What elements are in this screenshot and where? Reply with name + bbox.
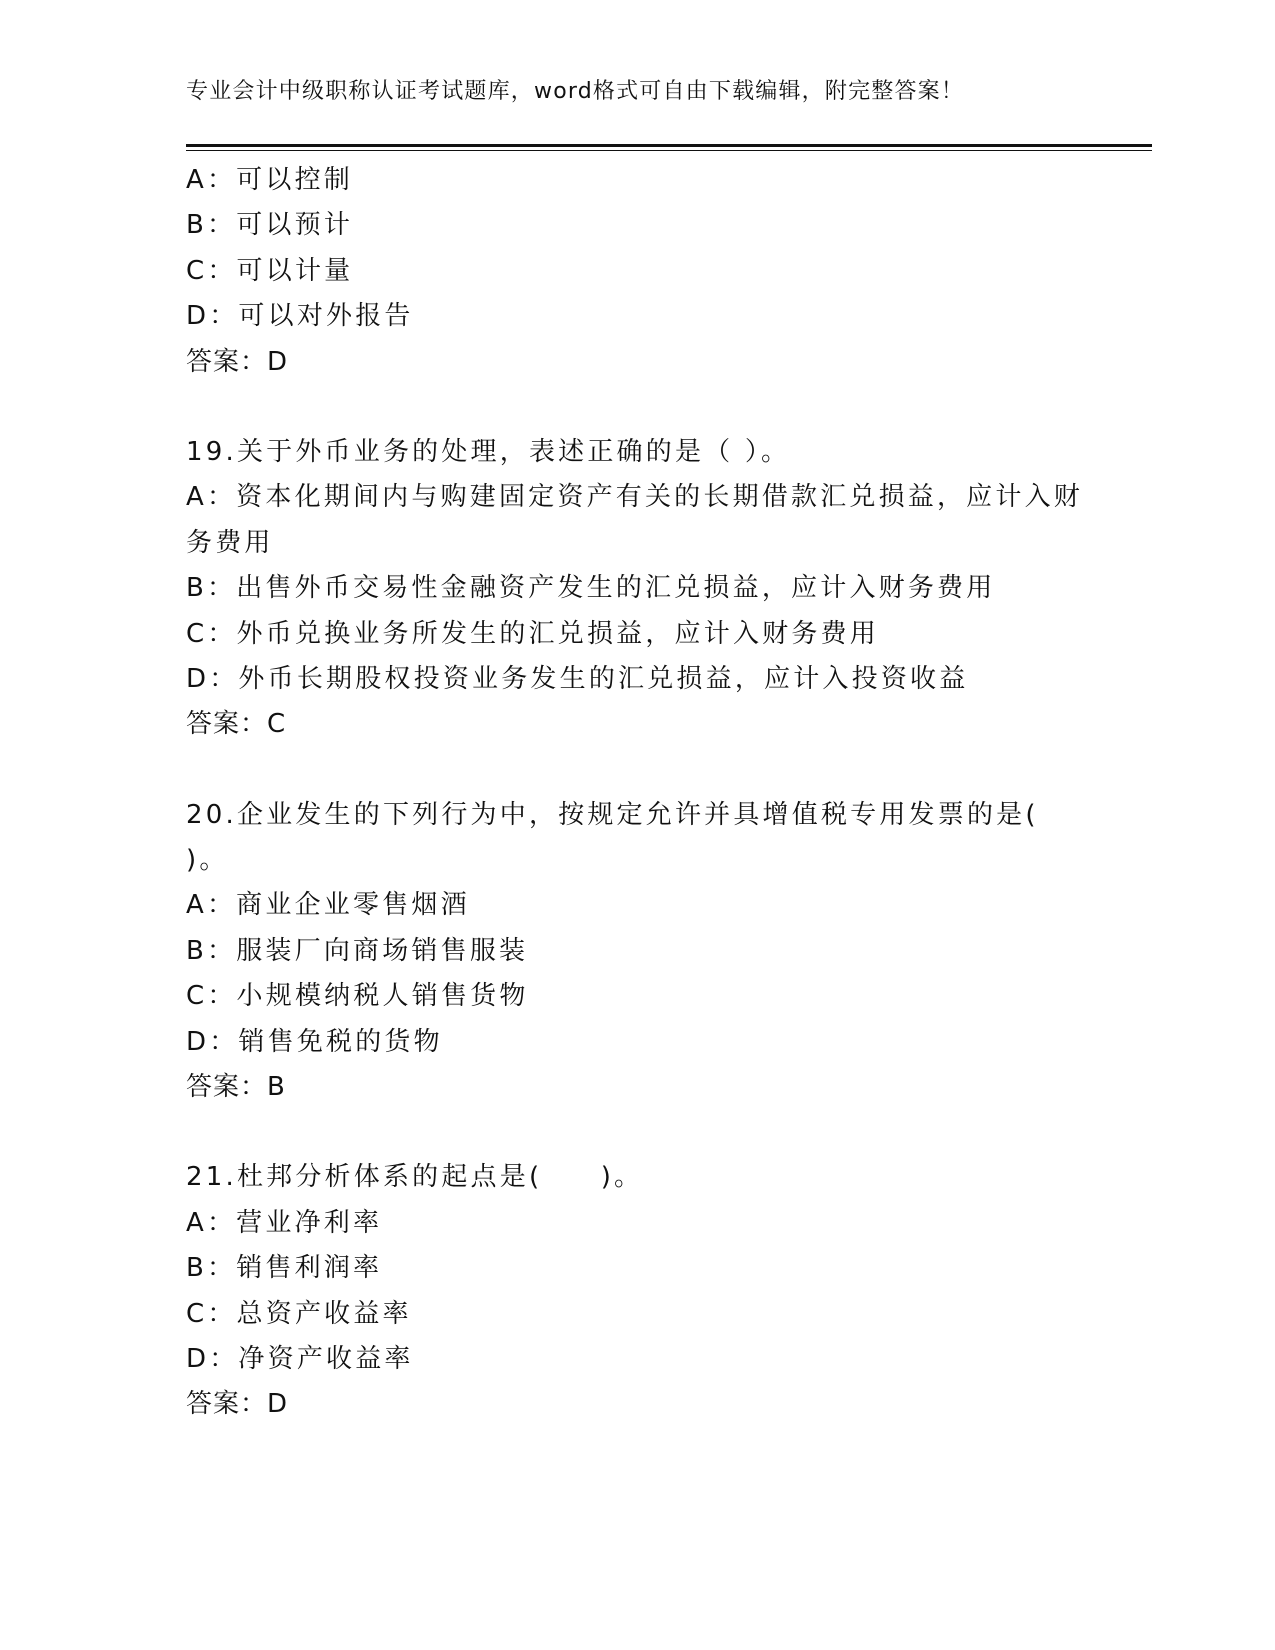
option-a: A：资本化期间内与购建固定资产有关的长期借款汇兑损益，应计入财	[186, 482, 1083, 513]
option-c: C：可以计量	[186, 255, 354, 286]
question-stem: 21.杜邦分析体系的起点是( )。	[186, 1162, 644, 1193]
option-d: D：销售免税的货物	[186, 1026, 443, 1057]
page-header: 专业会计中级职称认证考试题库，word格式可自由下载编辑，附完整答案！	[186, 79, 965, 104]
option-c: C：总资产收益率	[186, 1298, 412, 1329]
question-stem: 19.关于外币业务的处理，表述正确的是（ ）。	[186, 436, 791, 467]
question-content	[186, 158, 1086, 1428]
option-a: A：商业企业零售烟酒	[186, 890, 470, 921]
spacer	[186, 385, 1086, 430]
question-18	[186, 158, 1086, 385]
spacer	[186, 1110, 1086, 1155]
option-b: B：服装厂向商场销售服装	[186, 935, 529, 966]
question-21	[186, 1155, 1086, 1427]
option-d: D：净资产收益率	[186, 1343, 414, 1374]
header-rule-thick	[186, 144, 1152, 147]
option-b: B：可以预计	[186, 210, 354, 241]
option-c: C：外币兑换业务所发生的汇兑损益，应计入财务费用	[186, 618, 879, 649]
question-stem-continued: )。	[186, 845, 229, 876]
answer: 答案：C	[186, 709, 287, 740]
spacer	[186, 748, 1086, 793]
option-a: A：营业净利率	[186, 1207, 383, 1238]
option-b: B：销售利润率	[186, 1253, 383, 1284]
answer: 答案：D	[186, 1389, 289, 1420]
question-20	[186, 793, 1086, 1111]
option-a: A：可以控制	[186, 165, 353, 195]
option-b: B：出售外币交易性金融资产发生的汇兑损益，应计入财务费用	[186, 573, 996, 604]
option-d: D：可以对外报告	[186, 301, 414, 332]
option-c: C：小规模纳税人销售货物	[186, 981, 529, 1012]
option-d: D：外币长期股权投资业务发生的汇兑损益，应计入投资收益	[186, 663, 969, 694]
option-a-continued: 务费用	[186, 527, 274, 558]
answer: 答案：D	[186, 346, 289, 377]
header-rule-thin	[186, 150, 1152, 151]
question-stem: 20.企业发生的下列行为中，按规定允许并具增值税专用发票的是(	[186, 799, 1039, 830]
question-19	[186, 430, 1086, 748]
answer: 答案：B	[186, 1072, 286, 1103]
